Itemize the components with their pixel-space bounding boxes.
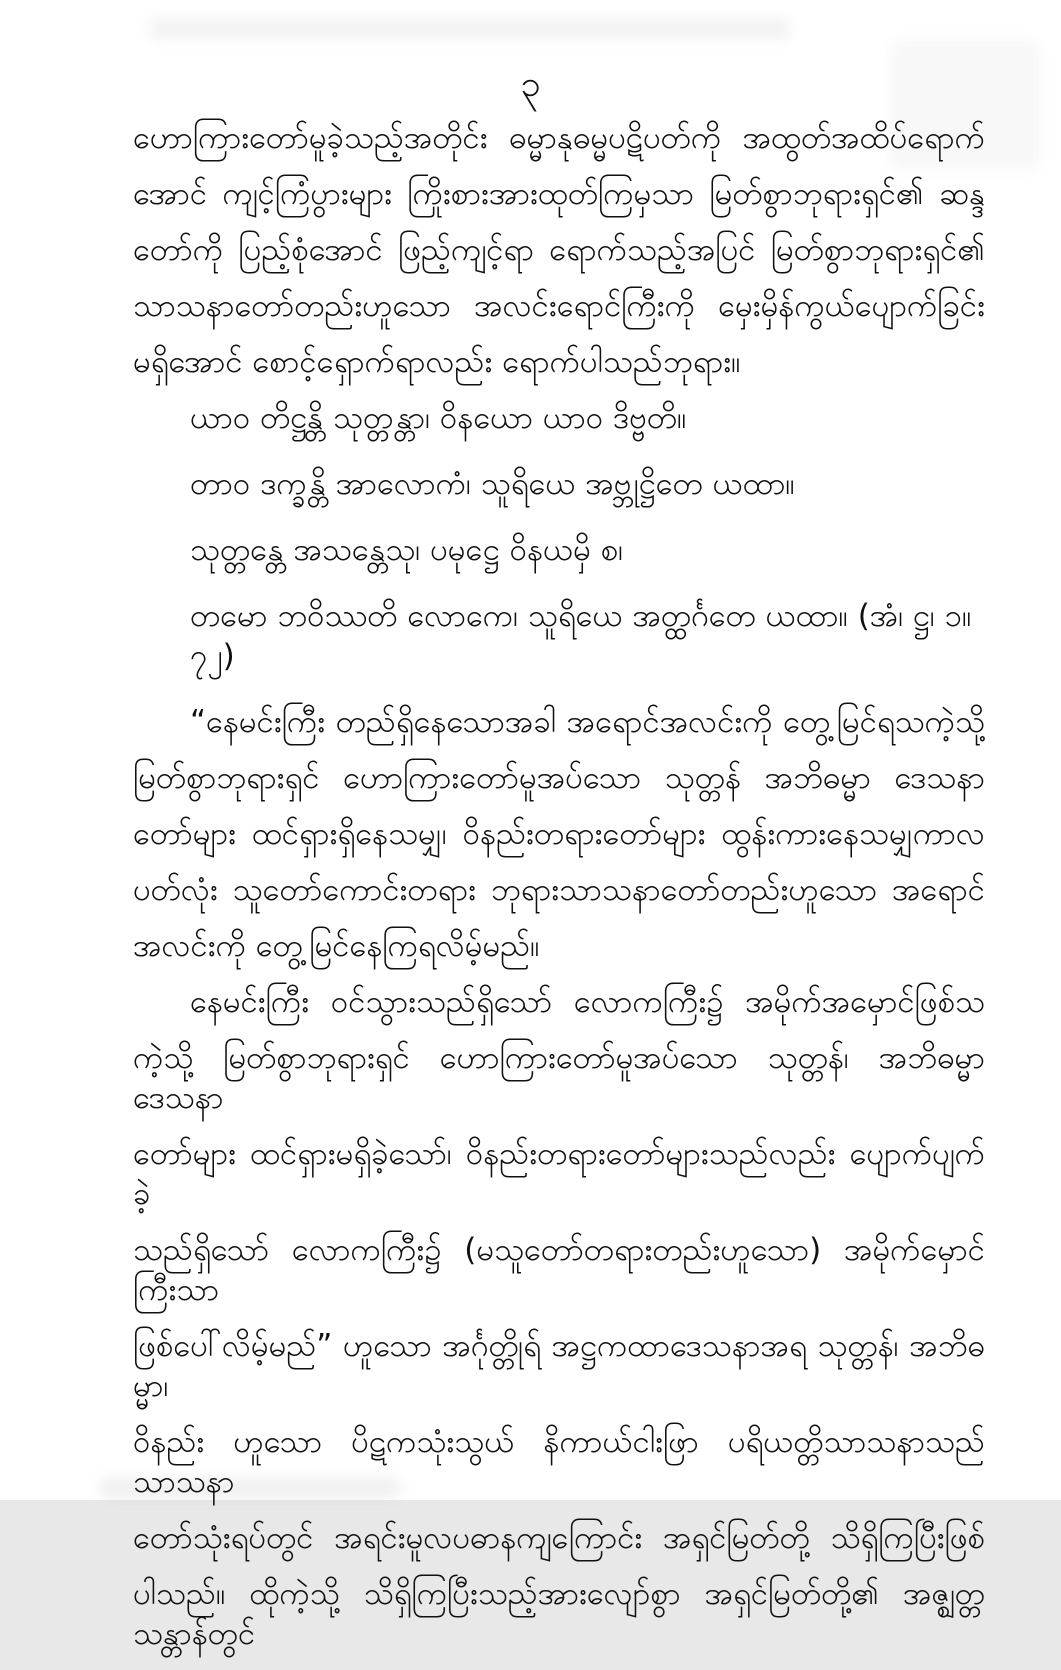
text-line: ကဲ့သို့ မြတ်စွာဘုရားရှင် ဟောကြားတော်မူအပ်သော သုတ္တန်၊ အဘိဓမ္မာ ဒေသနာ bbox=[133, 1040, 985, 1116]
text-line: တော်ကို ပြည့်စုံအောင် ဖြည့်ကျင့်ရာ ရောက်သည့်အပြင် မြတ်စွာဘုရားရှင်၏ bbox=[133, 232, 985, 268]
paragraph-3 bbox=[133, 982, 985, 1654]
text-line: ပတ်လုံး သူတော်ကောင်းတရား ဘုရားသာသနာတော်တည်းဟူသော အရောင် bbox=[133, 872, 985, 908]
paragraph-1 bbox=[133, 118, 985, 382]
page-number: ၃ bbox=[520, 64, 541, 105]
text-line: သည်ရှိသော် လောကကြီး၌ (မသူတော်တရားတည်းဟူသော) အမိုက်မှောင်ကြီးသာ bbox=[133, 1232, 985, 1308]
text-line: နေမင်းကြီး ဝင်သွားသည်ရှိသော် လောကကြီး၌ အမိုက်အမှောင်ဖြစ်သ bbox=[190, 984, 985, 1020]
verse-line: တာဝ ဒက္ခန္တိ အာလောကံ၊ သူရိယေ အဗ္ဘုဋ္ဌိတေ ယထာ။ bbox=[190, 466, 795, 502]
text-line: ဝိနည်း ဟူသော ပိဋကသုံးသွယ် နိကာယ်ငါးဖြာ ပရိယတ္တိသာသနာသည် သာသနာ bbox=[133, 1424, 985, 1500]
page-content bbox=[133, 118, 985, 1670]
text-line: မရှိအောင် စောင့်ရှောက်ရာလည်း ရောက်ပါသည်ဘုရား။ bbox=[133, 344, 741, 380]
text-line: တော်များ ထင်ရှားရှိနေသမျှ၊ ဝိနည်းတရားတော်များ ထွန်းကားနေသမျှကာလ bbox=[133, 816, 985, 852]
text-line: တော်သုံးရပ်တွင် အရင်းမူလပဓာနကျကြောင်း အရှင်မြတ်တို့ သိရှိကြပြီးဖြစ် bbox=[133, 1520, 985, 1556]
text-line: တော်များ ထင်ရှားမရှိခဲ့သော်၊ ဝိနည်းတရားတော်များသည်လည်း ပျောက်ပျက်ခဲ့ bbox=[133, 1136, 985, 1212]
text-line: သာသနာတော်တည်းဟူသော အလင်းရောင်ကြီးကို မှေးမှိန်ကွယ်ပျောက်ခြင်း bbox=[133, 288, 985, 324]
verse-line: တမော ဘဝိဿတိ လောကေ၊ သူရိယေ အတ္ထင်္ဂတေ ယထာ။ (အံ၊ ဋ္ဌ၊ ၁။ ၇၂) bbox=[190, 598, 972, 674]
text-line: ဟောကြားတော်မူခဲ့သည့်အတိုင်း ဓမ္မာနုဓမ္မပဋိပတ်ကို အထွတ်အထိပ်ရောက် bbox=[133, 120, 985, 156]
paragraph-2 bbox=[133, 702, 985, 966]
pali-verse-block bbox=[133, 398, 985, 676]
text-line: အောင် ကျင့်ကြံပွားများ ကြိုးစားအားထုတ်ကြမှသာ မြတ်စွာဘုရားရှင်၏ ဆန္ဒ bbox=[133, 176, 985, 212]
text-line: အလင်းကို တွေ့မြင်နေကြရလိမ့်မည်။ bbox=[133, 928, 540, 964]
verse-line: ယာဝ တိဋ္ဌန္တိ သုတ္တန္တာ၊ ဝိနယော ယာဝ ဒိဗ္ဗတိ။ bbox=[190, 400, 687, 436]
text-line: မြတ်စွာဘုရားရှင် ဟောကြားတော်မူအပ်သော သုတ္တန် အဘိဓမ္မာ ဒေသနာ bbox=[133, 760, 985, 796]
verse-line: သုတ္တန္တေ အသန္တေသု၊ ပမုဋ္ဌေ ဝိနယမှိ စ၊ bbox=[190, 532, 624, 568]
text-line: ဖြစ်ပေါ်လိမ့်မည်” ဟူသော အင်္ဂုတ္တိုရ် အဋ္ဌကထာဒေသနာအရ သုတ္တန်၊ အဘိဓမ္မာ၊ bbox=[133, 1328, 985, 1404]
scan-smudge bbox=[150, 18, 790, 40]
text-line: “နေမင်းကြီး တည်ရှိနေသောအခါ အရောင်အလင်းကို တွေ့မြင်ရသကဲ့သို့ bbox=[190, 704, 985, 740]
text-line: ပါသည်။ ထိုကဲ့သို့ သိရှိကြပြီးသည့်အားလျော်စွာ အရှင်မြတ်တို့၏ အဇ္ဈတ္တသန္တာန်တွင် bbox=[133, 1576, 985, 1652]
